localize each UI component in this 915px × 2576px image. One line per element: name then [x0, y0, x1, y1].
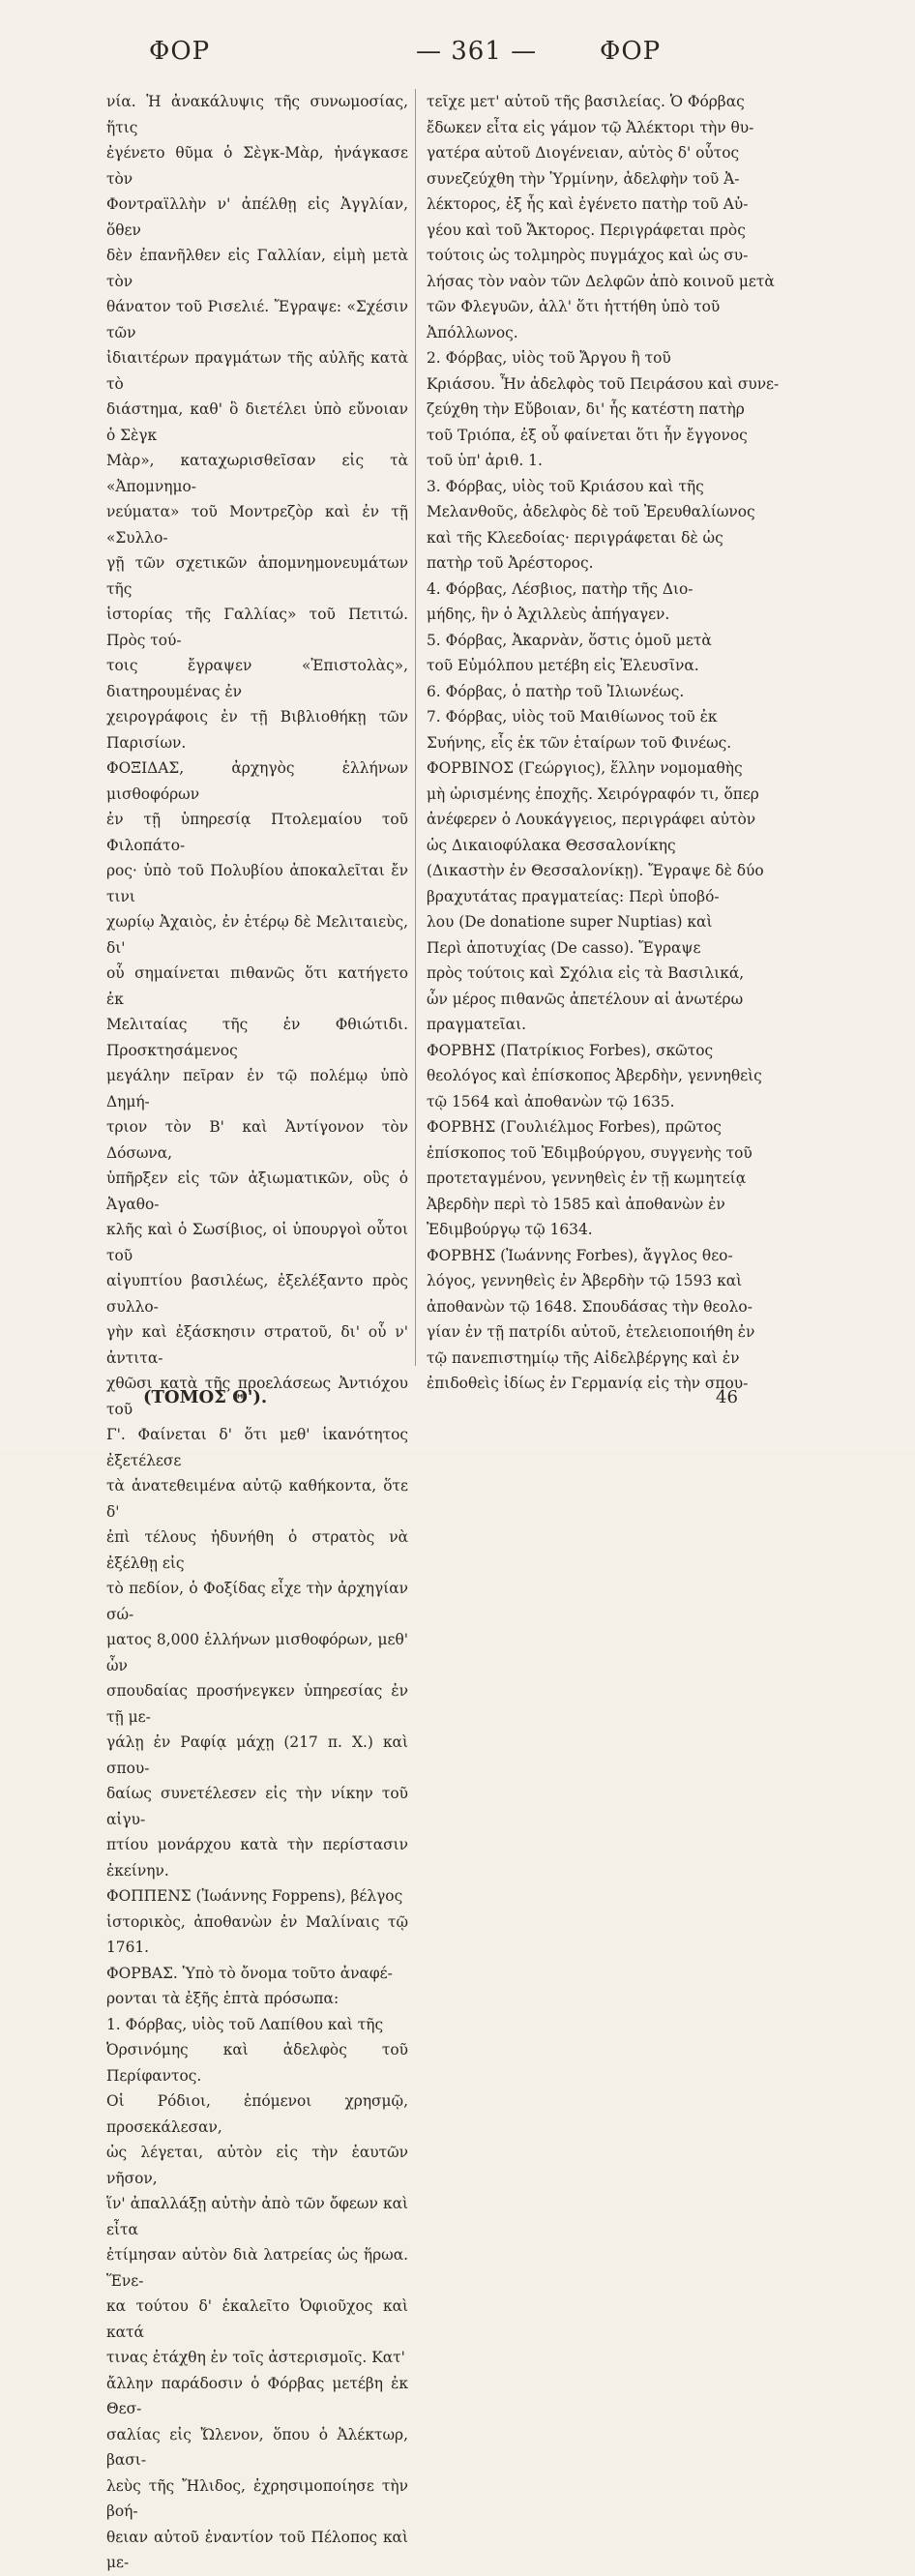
right-text-column [427, 89, 842, 1392]
text-line: ΦΟΡΒΗΣ (Γουλιέλμος Forbes), πρῶτος [427, 1118, 722, 1136]
text-line: μήδης, ἣν ὁ Ἀχιλλεὺς ἀπήγαγεν. [427, 606, 670, 623]
text-line: ρος· ὑπὸ τοῦ Πολυβίου ἀποκαλεῖται ἔν τινι [106, 862, 408, 905]
page-number: — 361 — [416, 37, 538, 66]
text-line: τριον τὸν Β' καὶ Ἀντίγονον τὸν Δόσωνα, [106, 1118, 408, 1162]
text-line: τὸ πεδίον, ὁ Φοξίδας εἶχε τὴν ἀρχηγίαν σώ- [106, 1580, 408, 1623]
text-line: λου (De donatione super Nuptias) καὶ [427, 913, 713, 931]
text-line: Ὀρσινόμης καὶ ἀδελφὸς τοῦ Περίφαντος. [106, 2041, 408, 2085]
text-line: λήσας τὸν ναὸν τῶν Δελφῶν ἀπὸ κοινοῦ μετὰ [427, 272, 775, 290]
text-line: ΦΟΡΒΙΝΟΣ (Γεώργιος), ἕλλην νομομαθὴς [427, 759, 743, 777]
text-line: Κριάσου. Ἦν ἀδελφὸς τοῦ Πειράσου καὶ συνε- [427, 374, 780, 393]
header-right-keyword: ΦΟΡ [600, 37, 662, 66]
text-line: ἱστορίας τῆς Γαλλίας» τοῦ Πετιτώ. Πρὸς τού- [106, 606, 408, 649]
text-line: Περὶ ἀποτυχίας (De casso). Ἔγραψε [427, 938, 701, 957]
text-line: γῇ τῶν σχετικῶν ἀπομνημονευμάτων τῆς [106, 554, 408, 598]
text-line: 5. Φόρβας, Ἀκαρνὰν, ὅστις ὁμοῦ μετὰ [427, 631, 712, 649]
text-line: πατὴρ τοῦ Ἀρέστορος. [427, 554, 594, 572]
text-line: γὴν καὶ ἐξάσκησιν στρατοῦ, δι' οὗ ν' ἀντιτα- [106, 1323, 408, 1367]
text-line: ἀποθανὼν τῷ 1648. Σπουδάσας τὴν θεολο- [427, 1297, 753, 1316]
text-line: βραχυτάτας πραγματείας: Περὶ ὑποβό- [427, 887, 720, 905]
text-line: γατέρα αὐτοῦ Διογένειαν, αὐτὸς δ' οὗτος [427, 144, 740, 162]
column-divider [415, 89, 416, 1366]
text-line: ἵν' ἀπαλλάξῃ αὐτὴν ἀπὸ τῶν ὄφεων καὶ εἶτα [106, 2195, 408, 2238]
text-line: ζεύχθη τὴν Εὔβοιαν, δι' ἧς κατέστη πατὴρ [427, 400, 745, 418]
running-header [85, 37, 876, 75]
text-line: ρονται τὰ ἑξῆς ἑπτὰ πρόσωπα: [106, 1990, 339, 2007]
text-line: 2. Φόρβας, υἱὸς τοῦ Ἄργου ἢ τοῦ [427, 349, 671, 367]
text-line: Μελιταίας τῆς ἐν Φθιώτιδι. Προσκτησάμενος [106, 1016, 408, 1059]
text-line: 3. Φόρβας, υἱὸς τοῦ Κριάσου καὶ τῆς [427, 477, 704, 495]
text-line: σαλίας εἰς Ὤλενον, ὅπου ὁ Ἀλέκτωρ, βασι- [106, 2425, 408, 2469]
text-line: Μελανθοῦς, ἀδελφὸς δὲ τοῦ Ἐρευθαλίωνος [427, 503, 755, 520]
text-line: πραγματεῖαι. [427, 1016, 526, 1033]
text-line: μὴ ὡρισμένης ἐποχῆς. Χειρόγραφόν τι, ὅπερ [427, 785, 759, 803]
text-line: 7. Φόρβας, υἱὸς τοῦ Μαιθίωνος τοῦ ἐκ [427, 708, 718, 725]
text-line: δαίως συνετέλεσεν εἰς τὴν νίκην τοῦ αἰγυ- [106, 1785, 408, 1828]
text-line: τῷ πανεπιστημίῳ τῆς Αἰδελβέργης καὶ ἐν [427, 1348, 740, 1367]
text-line: ΦΟΡΒΗΣ (Πατρίκιος Forbes), σκῶτος [427, 1041, 714, 1059]
text-line: ἐπὶ τέλους ἠδυνήθη ὁ στρατὸς νὰ ἐξέλθῃ εἰς [106, 1528, 408, 1572]
text-line: ἱστορικὸς, ἀποθανὼν ἐν Μαλίναις τῷ 1761. [106, 1912, 408, 1956]
text-line: γίαν ἐν τῇ πατρίδι αὐτοῦ, ἐτελειοποιήθη ἐν [427, 1323, 755, 1341]
text-line: ὑπῆρξεν εἰς τῶν ἀξιωματικῶν, οὓς ὁ Ἀγαθο- [106, 1170, 408, 1213]
text-line: τὰ ἀνατεθειμένα αὐτῷ καθήκοντα, ὅτε δ' [106, 1477, 408, 1521]
text-line: τεῖχε μετ' αὐτοῦ τῆς βασιλείας. Ὁ Φόρβας [427, 93, 745, 110]
signature-mark: 46 [716, 1387, 738, 1407]
text-line: ἐν τῇ ὑπηρεσίᾳ Πτολεμαίου τοῦ Φιλοπάτο- [106, 811, 408, 854]
text-line: Φοντραϊλλὴν ν' ἀπέλθῃ εἰς Ἀγγλίαν, ὅθεν [106, 195, 408, 239]
text-line: Συήνης, εἷς ἐκ τῶν ἑταίρων τοῦ Φινέως. [427, 733, 732, 752]
text-line: Ἀβερδὴν περὶ τὸ 1585 καὶ ἀποθανὼν ἐν [427, 1195, 725, 1213]
text-line: σπουδαίας προσήνεγκεν ὑπηρεσίας ἐν τῇ με- [106, 1682, 408, 1726]
text-line: χωρίῳ Ἀχαιὸς, ἐν ἑτέρῳ δὲ Μελιταιεὺς, δι' [106, 913, 408, 957]
text-line: ἐτίμησαν αὐτὸν διὰ λατρείας ὡς ἥρωα. Ἕνε- [106, 2246, 408, 2290]
text-line: ὡς λέγεται, αὐτὸν εἰς τὴν ἑαυτῶν νῆσον, [106, 2144, 408, 2187]
text-line: διάστημα, καθ' ὃ διετέλει ὑπὸ εὔνοιαν ὁ Σὲγκ [106, 400, 408, 444]
text-line: αἰγυπτίου βασιλέως, ἐξελέξαντο πρὸς συλλο- [106, 1272, 408, 1316]
text-line: τοῦ ὑπ' ἀριθ. 1. [427, 452, 543, 469]
text-line: ἀνέφερεν ὁ Λουκάγγειος, περιγράφει αὐτὸν [427, 811, 756, 828]
text-line: 6. Φόρβας, ὁ πατὴρ τοῦ Ἰλιωνέως. [427, 682, 685, 700]
text-line: ἐπιδοθεὶς ἰδίως ἐν Γερμανίᾳ εἰς τὴν σπου- [427, 1375, 749, 1392]
text-line: ματος 8,000 ἑλλήνων μισθοφόρων, μεθ' ὧν [106, 1631, 408, 1674]
text-line: προτεταγμένου, γεννηθεὶς ἐν τῇ κωμητείᾳ [427, 1170, 747, 1187]
text-line: θάνατον τοῦ Ρισελιέ. Ἔγραψε: «Σχέσιν τῶν [106, 298, 408, 341]
text-line: καὶ τῆς Κλεεδοίας· περιγράφεται δὲ ὡς [427, 528, 723, 547]
text-line: Μὰρ», καταχωρισθεῖσαν εἰς τὰ «Ἀπομνημο- [106, 452, 408, 495]
text-line: ΦΟΞΙΔΑΣ, ἀρχηγὸς ἑλλήνων μισθοφόρων [106, 759, 408, 803]
text-line: τῷ 1564 καὶ ἀποθανὼν τῷ 1635. [427, 1092, 675, 1110]
text-line: 4. Φόρβας, Λέσβιος, πατὴρ τῆς Διο- [427, 579, 694, 598]
text-line: λόγος, γεννηθεὶς ἐν Ἀβερδὴν τῷ 1593 καὶ [427, 1272, 743, 1289]
text-line: ΦΟΠΠΕΝΣ (Ἰωάννης Foppens), βέλγος [106, 1887, 403, 1905]
text-line: νία. Ἡ ἀνακάλυψις τῆς συνωμοσίας, ἥτις [106, 93, 408, 136]
text-line: νεύματα» τοῦ Μοντρεζὸρ καὶ ἐν τῇ «Συλλο- [106, 503, 408, 547]
text-line: συνεζεύχθη τὴν Ὑρμίνην, ἀδελφὴν τοῦ Ἀ- [427, 169, 740, 188]
text-line: ΦΟΡΒΗΣ (Ἰωάννης Forbes), ἄγγλος θεο- [427, 1246, 733, 1264]
text-line: θειαν αὐτοῦ ἐναντίον τοῦ Πέλοπος καὶ με- [106, 2528, 408, 2571]
text-line: τῶν Φλεγυῶν, ἀλλ' ὅτι ἡττήθη ὑπὸ τοῦ [427, 298, 721, 315]
text-line: ΦΟΡΒΑΣ. Ὑπὸ τὸ ὄνομα τοῦτο ἀναφέ- [106, 1964, 393, 1982]
text-line: λεὺς τῆς Ἤλιδος, ἐχρησιμοποίησε τὴν βοή- [106, 2476, 408, 2520]
text-line: λέκτορος, ἐξ ἧς καὶ ἐγένετο πατὴρ τοῦ Αὐ- [427, 195, 749, 213]
text-line: δὲν ἐπανῆλθεν εἰς Γαλλίαν, εἰμὴ μετὰ τὸν [106, 247, 408, 290]
text-line: ἄλλην παράδοσιν ὁ Φόρβας μετέβη ἐκ Θεσ- [106, 2374, 408, 2417]
text-line: Ἀπόλλωνος. [427, 323, 518, 341]
text-line: γέου καὶ τοῦ Ἄκτορος. Περιγράφεται πρὸς [427, 221, 746, 239]
text-line: θεολόγος καὶ ἐπίσκοπος Ἀβερδὴν, γεννηθεὶς [427, 1067, 762, 1084]
text-line: τοῦ Εὐμόλπου μετέβη εἰς Ἐλευσῖνα. [427, 657, 699, 674]
text-line: Γ'. Φαίνεται δ' ὅτι μεθ' ἱκανότητος ἐξετέλεσε [106, 1426, 408, 1469]
header-left-keyword: ΦΟΡ [149, 37, 211, 66]
text-line: (Δικαστὴν ἐν Θεσσαλονίκῃ). Ἔγραψε δὲ δύο [427, 862, 764, 879]
text-line: ἐγένετο θῦμα ὁ Σὲγκ-Μὰρ, ἠνάγκασε τὸν [106, 144, 408, 188]
text-line: ἐπίσκοπος τοῦ Ἐδιμβούργου, συγγενὴς τοῦ [427, 1143, 753, 1162]
text-line: Οἱ Ρόδιοι, ἑπόμενοι χρησμῷ, προσεκάλεσαν, [106, 2092, 408, 2136]
text-line: ἔδωκεν εἶτα εἰς γάμον τῷ Ἀλέκτορι τὴν θυ- [427, 118, 754, 136]
text-line: οὗ σημαίνεται πιθανῶς ὅτι κατήγετο ἐκ [106, 964, 408, 1008]
text-line: κλῆς καὶ ὁ Σωσίβιος, οἱ ὑπουργοὶ οὗτοι τοῦ [106, 1221, 408, 1264]
text-line: μεγάλην πεῖραν ἐν τῷ πολέμῳ ὑπὸ Δημή- [106, 1067, 408, 1110]
text-line: πτίου μονάρχου κατὰ τὴν περίστασιν ἐκείνην. [106, 1836, 408, 1880]
text-line: ὡς Δικαιοφύλακα Θεσσαλονίκης [427, 836, 676, 854]
text-line: 1. Φόρβας, υἱὸς τοῦ Λαπίθου καὶ τῆς [106, 2015, 384, 2033]
text-line: γάλῃ ἐν Ραφίᾳ μάχῃ (217 π. Χ.) καὶ σπου- [106, 1733, 408, 1777]
text-line: χειρογράφοις ἐν τῇ Βιβλιοθήκῃ τῶν Παρισίων. [106, 708, 408, 752]
text-line: τούτοις ὡς τολμηρὸς πυγμάχος καὶ ὡς συ- [427, 247, 749, 264]
text-line: τοις ἔγραψεν «Ἐπιστολὰς», διατηρουμένας ἐν [106, 657, 408, 700]
text-line: κα τούτου δ' ἐκαλεῖτο Ὀφιοῦχος καὶ κατά [106, 2297, 408, 2341]
text-line: πρὸς τούτοις καὶ Σχόλια εἰς τὰ Βασιλικά, [427, 964, 745, 982]
text-line: ὧν μέρος πιθανῶς ἀπετέλουν αἱ ἀνωτέρω [427, 990, 744, 1008]
text-line: ἰδιαιτέρων πραγμάτων τῆς αὐλῆς κατὰ τὸ [106, 349, 408, 393]
text-line: χθῶσι κατὰ τῆς προελάσεως Ἀντιόχου τοῦ [106, 1375, 408, 1418]
text-line: τινας ἐτάχθη ἐν τοῖς ἀστερισμοῖς. Κατ' [106, 2349, 405, 2366]
text-line: τοῦ Τριόπα, ἐξ οὗ φαίνεται ὅτι ἦν ἔγγονος [427, 426, 748, 444]
volume-label: (ΤΟΜΟΣ Θ'). [143, 1387, 268, 1407]
text-line: Ἐδιμβούργῳ τῷ 1634. [427, 1221, 593, 1238]
